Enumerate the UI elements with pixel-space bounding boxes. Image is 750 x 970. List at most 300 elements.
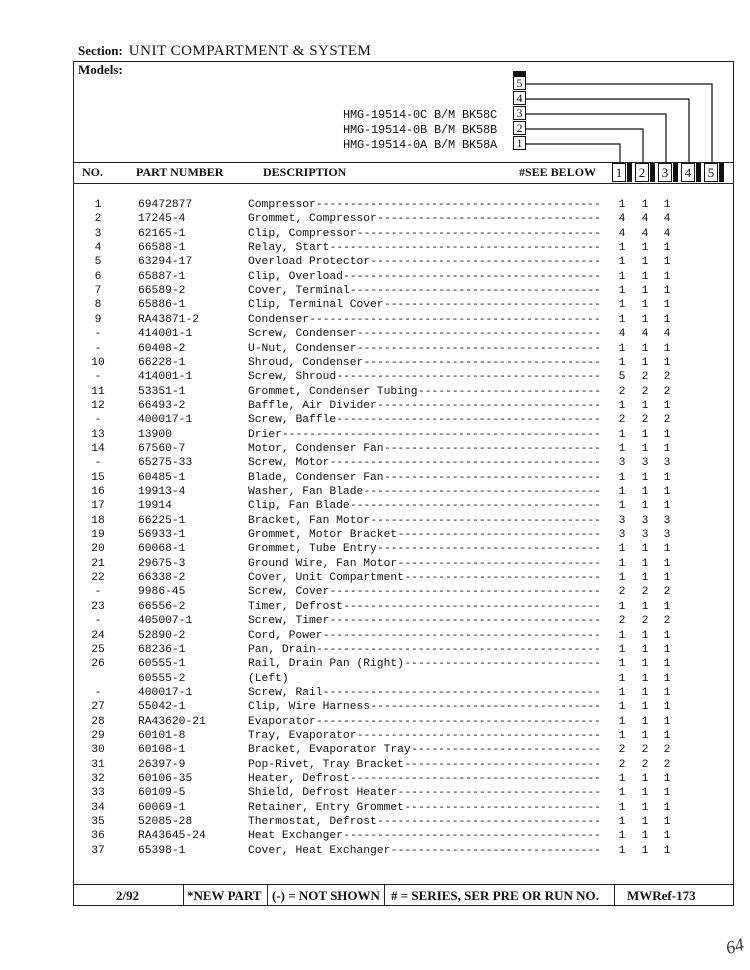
row-number: 35 xyxy=(91,816,105,829)
part-number: 66493-2 xyxy=(138,399,186,412)
qty-series-1: 1 xyxy=(618,313,626,326)
qty-series-3: 1 xyxy=(663,787,671,800)
qty-series-2: 1 xyxy=(641,299,649,312)
qty-series-3: 3 xyxy=(663,529,671,542)
qty-series-3: 2 xyxy=(663,615,671,628)
description: Cover, Heat Exchanger xyxy=(248,844,391,857)
qty-series-2: 1 xyxy=(641,787,649,800)
description: Shield, Defrost Heater xyxy=(248,787,398,800)
row-number: 37 xyxy=(91,844,105,857)
leader-dashes: ----------------------------------------- xyxy=(322,686,601,699)
leader-dashes: ------------------------------------------ xyxy=(316,643,601,656)
qty-series-1: 1 xyxy=(618,399,626,412)
description: Cover, Terminal xyxy=(248,285,350,298)
qty-series-2: 1 xyxy=(641,658,649,671)
description: Grommet, Compressor xyxy=(248,213,377,226)
leader-dashes: ------------------------------------------ xyxy=(316,199,601,211)
qty-series-2: 1 xyxy=(641,356,649,369)
qty-series-1: 4 xyxy=(618,227,626,240)
description: Ground Wire, Fan Motor xyxy=(248,557,398,570)
qty-series-3: 1 xyxy=(663,643,671,656)
row-number: - xyxy=(94,371,102,384)
leader-dashes: ------------------------------------- xyxy=(350,500,601,513)
qty-series-2: 1 xyxy=(641,285,649,298)
part-number: 414001-1 xyxy=(138,328,193,341)
qty-series-3: 1 xyxy=(663,729,671,742)
model-box-3: 3 xyxy=(513,106,526,120)
row-number: 23 xyxy=(91,600,105,613)
description: Pan, Drain xyxy=(248,643,316,656)
qty-series-1: 4 xyxy=(618,213,626,226)
row-number: 17 xyxy=(91,500,105,513)
row-number: 36 xyxy=(91,830,105,843)
description: Baffle, Air Divider xyxy=(248,399,377,412)
qty-series-1: 4 xyxy=(618,328,626,341)
qty-series-3: 3 xyxy=(663,457,671,470)
series-box-2: 2 xyxy=(635,163,649,182)
qty-series-2: 1 xyxy=(641,500,649,513)
qty-series-2: 1 xyxy=(641,701,649,714)
qty-series-2: 2 xyxy=(641,586,649,599)
model-line-c: HMG-19514-0C B/M BK58C xyxy=(343,108,498,122)
leader-dashes: ------------------------------------ xyxy=(356,227,601,240)
row-number: 12 xyxy=(91,399,105,412)
qty-series-2: 1 xyxy=(641,270,649,283)
leader-dashes: ------------------------------ xyxy=(397,787,601,800)
qty-series-2: 1 xyxy=(641,442,649,455)
qty-series-1: 2 xyxy=(618,615,626,628)
series-box-3: 3 xyxy=(658,163,672,182)
description: Screw, Shroud xyxy=(248,371,337,384)
qty-series-3: 1 xyxy=(663,270,671,283)
qty-series-1: 1 xyxy=(618,299,626,312)
part-number: 65275-33 xyxy=(138,457,193,470)
leader-dashes: ----------------------------------------- xyxy=(322,629,601,642)
part-number: 66588-1 xyxy=(138,242,186,255)
leader-dashes: ---------------------------------------- xyxy=(329,586,601,599)
description: U-Nut, Condenser xyxy=(248,342,357,355)
qty-series-3: 1 xyxy=(663,428,671,441)
qty-series-1: 3 xyxy=(618,529,626,542)
row-number: 26 xyxy=(91,658,105,671)
part-number: 52085-28 xyxy=(138,816,193,829)
qty-series-2: 3 xyxy=(641,457,649,470)
leader-dashes: ---------------------------------- xyxy=(370,701,601,714)
qty-series-3: 1 xyxy=(663,486,671,498)
qty-series-3: 1 xyxy=(663,701,671,714)
part-number: 66338-2 xyxy=(138,572,186,585)
description: Pop-Rivet, Tray Bracket xyxy=(248,758,404,771)
row-number: 25 xyxy=(91,643,105,656)
row-number: 8 xyxy=(94,299,102,312)
description: Cover, Unit Compartment xyxy=(248,572,404,585)
row-number: - xyxy=(94,615,102,628)
leader-dashes: ---------------------------- xyxy=(411,744,602,757)
qty-series-2: 1 xyxy=(641,643,649,656)
qty-series-2: 4 xyxy=(641,213,649,226)
description: Screw, Cover xyxy=(248,586,330,599)
row-number: 19 xyxy=(91,529,105,542)
part-number: 19914 xyxy=(138,500,172,513)
qty-series-2: 1 xyxy=(641,801,649,814)
qty-series-3: 1 xyxy=(663,399,671,412)
qty-series-2: 2 xyxy=(641,371,649,384)
row-number: 34 xyxy=(91,801,105,814)
qty-series-3: 1 xyxy=(663,773,671,785)
description: Screw, Condenser xyxy=(248,328,357,341)
qty-series-1: 1 xyxy=(618,486,626,498)
qty-series-1: 1 xyxy=(618,830,626,843)
row-number: 24 xyxy=(91,629,105,642)
row-number: 1 xyxy=(94,199,102,211)
qty-series-1: 1 xyxy=(618,557,626,570)
leader-dashes: ----------------------------- xyxy=(404,758,601,771)
model-box-2: 2 xyxy=(513,121,526,135)
qty-series-3: 1 xyxy=(663,471,671,484)
row-number: - xyxy=(94,342,102,355)
qty-series-2: 1 xyxy=(641,471,649,484)
description: Heat Exchanger xyxy=(248,830,343,843)
row-number: - xyxy=(94,457,102,470)
leader-dashes: ------------------------------------ xyxy=(356,328,601,341)
row-number: 13 xyxy=(91,428,105,441)
leader-dashes: --------------------------------- xyxy=(377,543,601,556)
qty-series-1: 1 xyxy=(618,773,626,785)
qty-series-3: 1 xyxy=(663,844,671,857)
qty-series-1: 1 xyxy=(618,600,626,613)
qty-series-1: 1 xyxy=(618,715,626,728)
row-number: 27 xyxy=(91,701,105,714)
part-number: 60485-1 xyxy=(138,471,186,484)
footer-series-legend: # = SERIES, SER PRE OR RUN NO. xyxy=(391,888,599,903)
qty-series-1: 1 xyxy=(618,356,626,369)
qty-series-1: 1 xyxy=(618,285,626,298)
qty-series-2: 1 xyxy=(641,672,649,685)
part-number: 414001-1 xyxy=(138,371,193,384)
leader-dashes: ------------------------------------ xyxy=(356,342,601,355)
row-number: 4 xyxy=(94,242,102,255)
part-number: 60555-1 xyxy=(138,658,186,671)
qty-series-2: 1 xyxy=(641,313,649,326)
description: Shroud, Condenser xyxy=(248,356,364,369)
part-number: RA43871-2 xyxy=(138,313,200,326)
qty-series-3: 2 xyxy=(663,414,671,427)
qty-series-3: 2 xyxy=(663,744,671,757)
description: Bracket, Fan Motor xyxy=(248,514,371,527)
qty-series-2: 2 xyxy=(641,385,649,398)
qty-series-3: 1 xyxy=(663,356,671,369)
qty-series-3: 2 xyxy=(663,586,671,599)
part-number: 56933-1 xyxy=(138,529,186,542)
qty-series-2: 2 xyxy=(641,744,649,757)
part-number: 60109-5 xyxy=(138,787,186,800)
part-number: 60068-1 xyxy=(138,543,186,556)
part-number: 60108-1 xyxy=(138,744,186,757)
qty-series-3: 1 xyxy=(663,672,671,685)
qty-series-3: 3 xyxy=(663,514,671,527)
qty-series-3: 1 xyxy=(663,557,671,570)
description: Bracket, Evaporator Tray xyxy=(248,744,411,757)
handwritten-mark: 64 xyxy=(723,934,747,959)
qty-series-1: 1 xyxy=(618,658,626,671)
row-number: 5 xyxy=(94,256,102,269)
qty-series-2: 3 xyxy=(641,529,649,542)
footer xyxy=(73,884,734,906)
qty-series-3: 2 xyxy=(663,758,671,771)
qty-series-2: 2 xyxy=(641,758,649,771)
series-divider xyxy=(719,163,724,182)
part-number: 66589-2 xyxy=(138,285,186,298)
row-number: 14 xyxy=(91,442,105,455)
description: Compressor xyxy=(248,199,316,211)
leader-dashes: --------------------------------------- xyxy=(336,371,601,384)
qty-series-3: 1 xyxy=(663,816,671,829)
part-number: 66556-2 xyxy=(138,600,186,613)
qty-series-1: 1 xyxy=(618,643,626,656)
qty-series-3: 4 xyxy=(663,227,671,240)
leader-dashes: ----------------------------- xyxy=(404,801,601,814)
row-number: - xyxy=(94,328,102,341)
leader-dashes: -------------------------------------- xyxy=(343,270,601,283)
leader-dashes: ------------------------------------ xyxy=(356,729,601,742)
series-divider xyxy=(650,163,655,182)
footer-date: 2/92 xyxy=(116,888,140,903)
leader-dashes: --------------------------------- xyxy=(377,213,601,226)
row-number: 29 xyxy=(91,729,105,742)
qty-series-2: 3 xyxy=(641,514,649,527)
description: Timer, Defrost xyxy=(248,600,343,613)
qty-series-1: 1 xyxy=(618,256,626,269)
part-number: 65887-1 xyxy=(138,270,186,283)
qty-series-3: 1 xyxy=(663,299,671,312)
qty-series-1: 5 xyxy=(618,371,626,384)
qty-series-1: 1 xyxy=(618,729,626,742)
col-header-part-number: PART NUMBER xyxy=(136,165,224,179)
qty-series-2: 1 xyxy=(641,399,649,412)
qty-series-2: 1 xyxy=(641,844,649,857)
qty-series-3: 1 xyxy=(663,629,671,642)
qty-series-3: 1 xyxy=(663,442,671,455)
leader-dashes: -------------------------------------- xyxy=(343,830,601,843)
qty-series-1: 1 xyxy=(618,242,626,255)
qty-series-1: 2 xyxy=(618,414,626,427)
qty-series-2: 1 xyxy=(641,342,649,355)
qty-series-2: 4 xyxy=(641,227,649,240)
qty-series-3: 1 xyxy=(663,342,671,355)
row-number: 22 xyxy=(91,572,105,585)
qty-series-3: 1 xyxy=(663,543,671,556)
qty-series-1: 1 xyxy=(618,471,626,484)
description: Clip, Wire Harness xyxy=(248,701,371,714)
model-box-1: 1 xyxy=(513,136,526,150)
section-value: UNIT COMPARTMENT & SYSTEM xyxy=(128,43,372,59)
description: Screw, Rail xyxy=(248,686,323,699)
description: Relay, Start xyxy=(248,242,330,255)
description: Clip, Compressor xyxy=(248,227,357,240)
footer-new-part: *NEW PART xyxy=(187,888,262,903)
part-number: 62165-1 xyxy=(138,227,186,240)
leader-dashes: --------------------------------- xyxy=(377,399,601,412)
part-number: 53351-1 xyxy=(138,385,186,398)
model-box-4: 4 xyxy=(513,91,526,105)
qty-series-1: 2 xyxy=(618,758,626,771)
leader-dashes: ------------------------------ xyxy=(397,557,601,570)
qty-series-2: 1 xyxy=(641,572,649,585)
leader-dashes: ---------------------------------- xyxy=(370,256,601,269)
part-number: 60101-8 xyxy=(138,729,186,742)
leader-dashes: -------------------------------- xyxy=(384,299,601,312)
part-number: 69472877 xyxy=(138,199,193,211)
qty-series-1: 2 xyxy=(618,385,626,398)
qty-series-1: 1 xyxy=(618,270,626,283)
description: Clip, Terminal Cover xyxy=(248,299,384,312)
part-number: 13900 xyxy=(138,428,172,441)
row-number: 20 xyxy=(91,543,105,556)
qty-series-2: 2 xyxy=(641,414,649,427)
description: Heater, Defrost xyxy=(248,773,350,785)
part-number: 9986-45 xyxy=(138,586,186,599)
leader-dashes: -------------------------------- xyxy=(384,442,601,455)
part-number: 55042-1 xyxy=(138,701,186,714)
leader-dashes: ----------------------------------- xyxy=(363,486,601,498)
part-number: 60106-35 xyxy=(138,773,193,785)
header-rule-bottom xyxy=(73,183,734,184)
description: Motor, Condenser Fan xyxy=(248,442,384,455)
leader-dashes: ----------------------------------------------- xyxy=(282,428,601,441)
description: Grommet, Condenser Tubing xyxy=(248,385,418,398)
row-number: 18 xyxy=(91,514,105,527)
description: Retainer, Entry Grommet xyxy=(248,801,404,814)
qty-series-3: 1 xyxy=(663,686,671,699)
row-number: 2 xyxy=(94,213,102,226)
row-number: 10 xyxy=(91,356,105,369)
row-number: - xyxy=(94,686,102,699)
description: Washer, Fan Blade xyxy=(248,486,364,498)
col-header-description: DESCRIPTION xyxy=(263,165,347,179)
qty-series-2: 1 xyxy=(641,816,649,829)
part-number: 66225-1 xyxy=(138,514,186,527)
row-number: - xyxy=(94,414,102,427)
qty-series-3: 1 xyxy=(663,830,671,843)
qty-series-2: 1 xyxy=(641,256,649,269)
row-number: 32 xyxy=(91,773,105,785)
qty-series-3: 2 xyxy=(663,371,671,384)
part-number: 17245-4 xyxy=(138,213,186,226)
models-label: Models: xyxy=(78,62,123,77)
qty-series-3: 1 xyxy=(663,242,671,255)
leader-dashes: ------------------------------- xyxy=(390,844,601,857)
leader-dashes: --------------------------------- xyxy=(377,816,601,829)
qty-series-2: 1 xyxy=(641,773,649,785)
leader-dashes: -------------------------------- xyxy=(384,471,601,484)
qty-series-2: 1 xyxy=(641,715,649,728)
series-divider xyxy=(673,163,678,182)
description: Overload Protector xyxy=(248,256,371,269)
qty-series-3: 2 xyxy=(663,385,671,398)
leader-dashes: ----------------------------------- xyxy=(363,356,601,369)
qty-series-2: 1 xyxy=(641,428,649,441)
qty-series-1: 1 xyxy=(618,629,626,642)
part-number: 63294-17 xyxy=(138,256,193,269)
row-number: 31 xyxy=(91,758,105,771)
part-number: 60408-2 xyxy=(138,342,186,355)
qty-series-1: 1 xyxy=(618,342,626,355)
qty-series-3: 1 xyxy=(663,199,671,211)
qty-series-2: 1 xyxy=(641,242,649,255)
description: (Left) xyxy=(248,672,289,685)
qty-series-2: 1 xyxy=(641,629,649,642)
description: Rail, Drain Pan (Right) xyxy=(248,658,404,671)
description: Tray, Evaporator xyxy=(248,729,357,742)
part-number: 68236-1 xyxy=(138,643,186,656)
footer-not-shown: (-) = NOT SHOWN xyxy=(272,888,380,903)
part-number: 65886-1 xyxy=(138,299,186,312)
series-box-1: 1 xyxy=(612,163,626,182)
part-number: 66228-1 xyxy=(138,356,186,369)
description: Screw, Timer xyxy=(248,615,330,628)
part-number: RA43645-24 xyxy=(138,830,206,843)
qty-series-1: 1 xyxy=(618,686,626,699)
qty-series-1: 1 xyxy=(618,844,626,857)
leader-dashes: ----------------------------- xyxy=(404,572,601,585)
description: Blade, Condenser Fan xyxy=(248,471,384,484)
series-divider xyxy=(696,163,701,182)
leader-dashes: --------------------------- xyxy=(418,385,602,398)
qty-series-2: 1 xyxy=(641,686,649,699)
qty-series-3: 1 xyxy=(663,313,671,326)
qty-series-1: 1 xyxy=(618,701,626,714)
qty-series-2: 1 xyxy=(641,600,649,613)
section-label: Section: xyxy=(78,43,123,58)
series-box-4: 4 xyxy=(681,163,695,182)
model-box-5: 5 xyxy=(513,76,526,90)
row-number: 11 xyxy=(91,385,105,398)
qty-series-2: 4 xyxy=(641,328,649,341)
description: Clip, Fan Blade xyxy=(248,500,350,513)
row-number: - xyxy=(94,586,102,599)
qty-series-1: 1 xyxy=(618,500,626,513)
footer-reference: MWRef-173 xyxy=(627,888,696,903)
leader-dashes: ---------------------------------------- xyxy=(329,615,601,628)
description: Condenser xyxy=(248,313,310,326)
row-number: 21 xyxy=(91,557,105,570)
qty-series-3: 4 xyxy=(663,213,671,226)
qty-series-1: 1 xyxy=(618,572,626,585)
row-number: 7 xyxy=(94,285,102,298)
qty-series-3: 1 xyxy=(663,600,671,613)
qty-series-2: 2 xyxy=(641,615,649,628)
qty-series-1: 2 xyxy=(618,744,626,757)
row-number: 15 xyxy=(91,471,105,484)
part-number: 67560-7 xyxy=(138,442,186,455)
qty-series-3: 1 xyxy=(663,801,671,814)
series-box-5: 5 xyxy=(704,163,718,182)
part-number: 52890-2 xyxy=(138,629,186,642)
leader-dashes: ------------------------------------- xyxy=(350,285,601,298)
leader-dashes: ------------------------------------------ xyxy=(316,715,601,728)
leader-dashes: ---------------------------------- xyxy=(370,514,601,527)
qty-series-3: 1 xyxy=(663,500,671,513)
qty-series-1: 1 xyxy=(618,543,626,556)
qty-series-3: 1 xyxy=(663,285,671,298)
leader-dashes: ---------------------------------------- xyxy=(329,457,601,470)
part-number: 405007-1 xyxy=(138,615,193,628)
description: Grommet, Tube Entry xyxy=(248,543,377,556)
qty-series-2: 1 xyxy=(641,729,649,742)
qty-series-1: 3 xyxy=(618,514,626,527)
description: Evaporator xyxy=(248,715,316,728)
qty-series-1: 1 xyxy=(618,787,626,800)
